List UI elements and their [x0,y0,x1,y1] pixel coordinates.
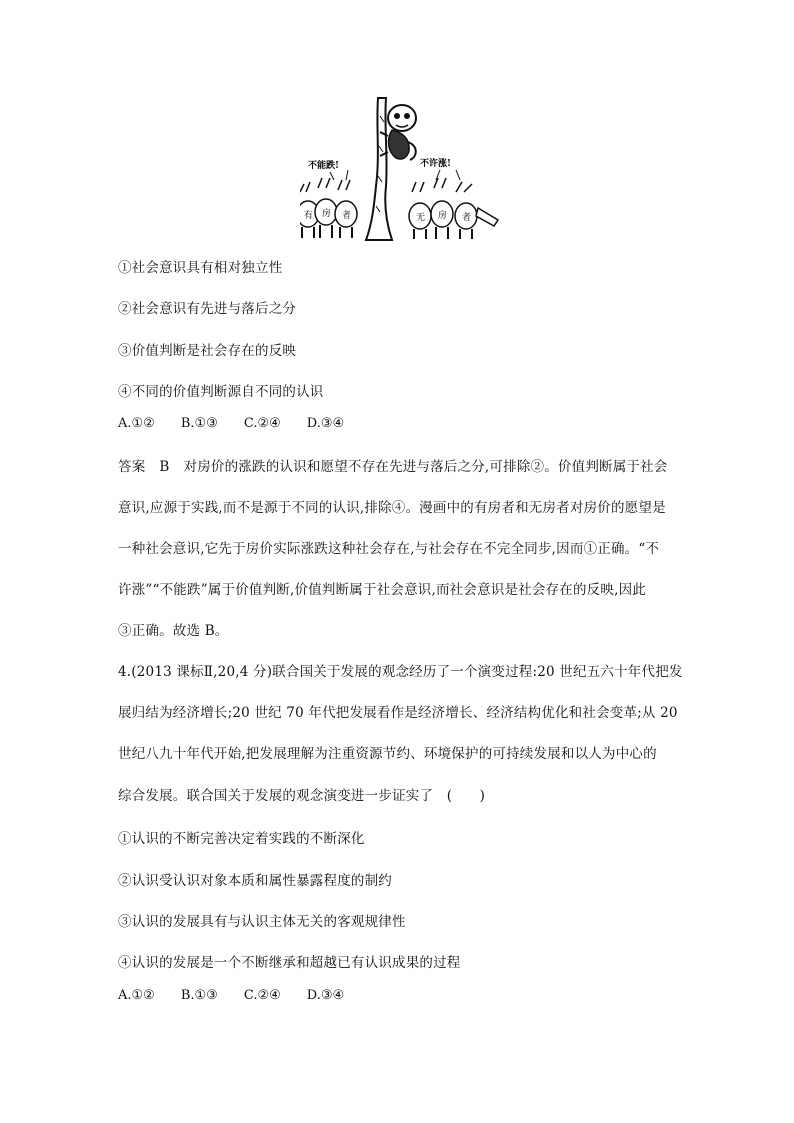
q4-stem-line-3: 世纪八九十年代开始,把发展理解为注重资源节约、环境保护的可持续发展和以人为中心的 [118,746,657,762]
q4-stem-line-1: 4.(2013 课标Ⅱ,20,4 分)联合国关于发展的观念经历了一个演变过程:20 世纪五六十年代把发 [118,664,683,680]
q3-choice-c: C.②④ [243,416,281,431]
cartoon-illustration [300,96,506,244]
q4-statement-3: ③认识的发展具有与认识主体无关的客观规律性 [118,914,406,930]
right-rabbit-1-label: 无 [416,213,426,223]
q4-choice-a: A.①② [118,988,155,1003]
q4-choice-b: B.①③ [180,988,218,1003]
q4-choice-d: D.③④ [306,988,345,1003]
q4-statement-1: ①认识的不断完善决定着实践的不断深化 [118,831,365,847]
q3-statement-1: ①社会意识具有相对独立性 [118,260,283,276]
q4-stem-line-2: 展归结为经济增长;20 世纪 70 年代把发展看作是经济增长、经济结构优化和社会变革;从 20 [118,705,678,721]
answer-line-1 [118,455,668,475]
q3-statement-4: ④不同的价值判断源自不同的认识 [118,384,324,400]
left-rabbit-3-label: 者 [342,211,352,221]
speech-left-text: 不能跌! [308,161,339,171]
q4-choice-c: C.②④ [243,988,281,1003]
left-rabbit-2-label: 房 [322,209,332,219]
left-rabbit-1-label: 有 [304,211,314,221]
q3-statement-2: ②社会意识有先进与落后之分 [118,301,297,317]
answer-line-4: 许涨”“不能跌”属于价值判断,价值判断属于社会意识,而社会意识是社会存在的反映,因此 [118,582,646,598]
left-group-homeowners [300,178,357,238]
answer-text-1: 对房价的涨跌的认识和愿望不存在先进与落后之分,可排除②。价值判断属于社会 [183,459,668,475]
q4-stem-line-4: 综合发展。联合国关于发展的观念演变进一步证实了 ( ) [118,788,486,804]
q4-choices [118,988,370,1003]
q4-statement-4: ④认识的发展是一个不断继承和超越已有认识成果的过程 [118,955,461,971]
right-rabbit-3-label: 者 [462,213,472,223]
q3-choice-b: B.①③ [180,416,218,431]
q3-statement-3: ③价值判断是社会存在的反映 [118,343,297,359]
answer-label: 答案 [118,459,146,475]
q3-choice-a: A.①② [118,416,155,431]
answer-letter: B [159,459,170,475]
right-group-non-homeowners [409,178,498,239]
q4-statement-2: ②认识受认识对象本质和属性暴露程度的制约 [118,873,392,889]
answer-line-2: 意识,应源于实践,而不是源于不同的认识,排除④。漫画中的有房者和无房者对房价的愿望是 [118,500,666,516]
answer-line-5: ③正确。故选 B。 [118,623,229,639]
answer-line-3: 一种社会意识,它先于房价实际涨跌这种社会存在,与社会存在不完全同步,因而①正确。“不 [118,541,660,557]
right-rabbit-2-label: 房 [438,211,448,221]
q3-choice-d: D.③④ [306,416,345,431]
speech-right-text: 不许涨! [420,159,451,169]
q3-choices [118,416,370,431]
